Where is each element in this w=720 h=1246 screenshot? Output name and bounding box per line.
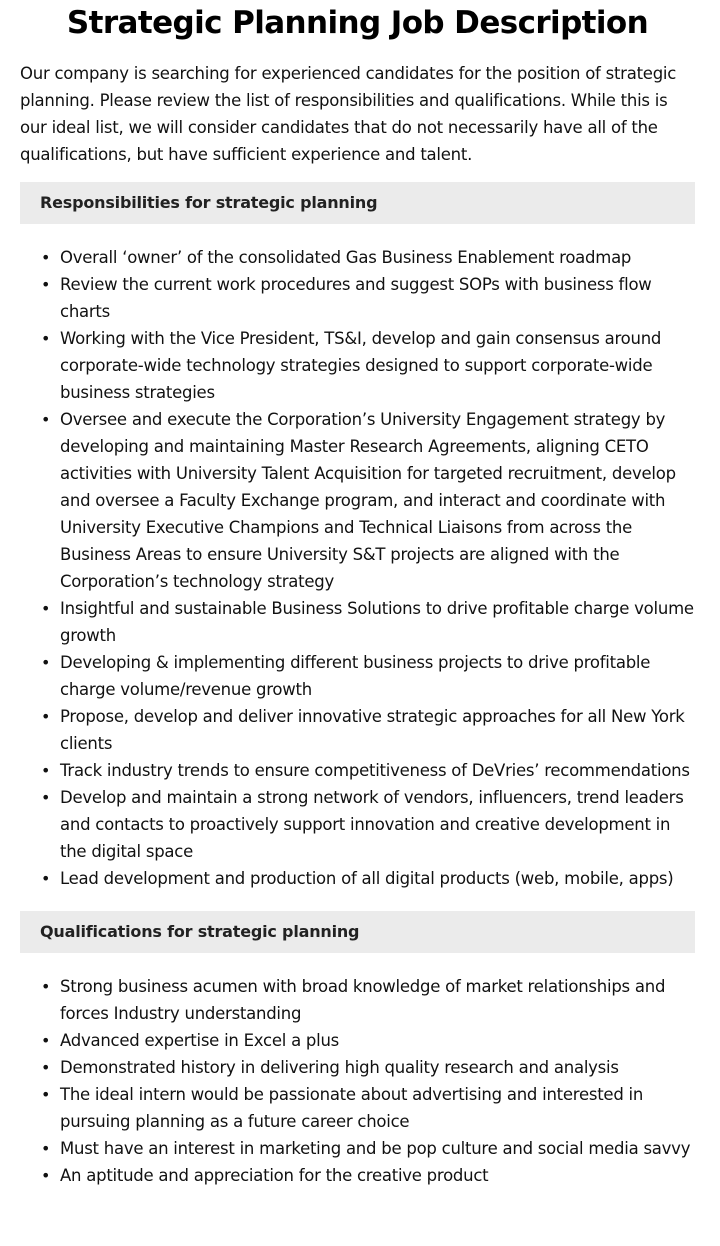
list-item xyxy=(20,757,695,784)
list-item xyxy=(20,865,695,892)
list-item xyxy=(20,973,695,1027)
list-item-text: Track industry trends to ensure competitiveness of DeVries’ recommendations xyxy=(60,761,690,780)
list-item xyxy=(20,1027,695,1054)
responsibilities-list xyxy=(20,244,695,892)
list-item-text: An aptitude and appreciation for the creative product xyxy=(60,1166,489,1185)
list-item-text: Overall ‘owner’ of the consolidated Gas Business Enablement roadmap xyxy=(60,248,632,267)
list-item xyxy=(20,784,695,865)
list-item-text: Working with the Vice President, TS&I, develop and gain consensus around corporate-wide technology strategies designed to support corporate-wide business strategies xyxy=(60,329,662,402)
bullet-icon: • xyxy=(41,410,51,429)
job-description-page xyxy=(20,0,695,1189)
list-item xyxy=(20,1135,695,1162)
list-item-text: Oversee and execute the Corporation’s University Engagement strategy by developing and maintaining Master Research Agreements, aligning CETO activities with University Talent Acquisition for targeted recruitment, develop and oversee a Faculty Exchange program, and interact and coordinate with University Executive Champions and Technical Liaisons from across the Business Areas to ensure University S&T projects are aligned with the Corporation’s technology strategy xyxy=(60,410,676,591)
list-item xyxy=(20,595,695,649)
list-item xyxy=(20,406,695,595)
list-item xyxy=(20,703,695,757)
qualifications-list xyxy=(20,973,695,1189)
list-item-text: Advanced expertise in Excel a plus xyxy=(60,1031,340,1050)
list-item-text: Must have an interest in marketing and be pop culture and social media savvy xyxy=(60,1139,691,1158)
bullet-icon: • xyxy=(41,1085,51,1104)
list-item-text: Strong business acumen with broad knowledge of market relationships and forces Industry understanding xyxy=(60,977,666,1023)
bullet-icon: • xyxy=(41,1058,51,1077)
list-item-text: Insightful and sustainable Business Solutions to drive profitable charge volume growth xyxy=(60,599,694,645)
list-item xyxy=(20,244,695,271)
bullet-icon: • xyxy=(41,329,51,348)
list-item-text: Lead development and production of all digital products (web, mobile, apps) xyxy=(60,869,674,888)
bullet-icon: • xyxy=(41,653,51,672)
bullet-icon: • xyxy=(41,275,51,294)
bullet-icon: • xyxy=(41,761,51,780)
bullet-icon: • xyxy=(41,707,51,726)
bullet-icon: • xyxy=(41,869,51,888)
list-item xyxy=(20,271,695,325)
intro-paragraph: Our company is searching for experienced candidates for the position of strategic planning. Please review the list of responsibilities and qualifications. While this is our ideal list, we will consider candidates that do not necessarily have all of the qualifications, but have sufficient experience and talent. xyxy=(20,64,677,164)
list-item xyxy=(20,1162,695,1189)
list-item-text: Propose, develop and deliver innovative strategic approaches for all New York clients xyxy=(60,707,685,753)
list-item xyxy=(20,649,695,703)
bullet-icon: • xyxy=(41,1166,51,1185)
bullet-icon: • xyxy=(41,248,51,267)
list-item xyxy=(20,1054,695,1081)
list-item xyxy=(20,1081,695,1135)
list-item-text: Review the current work procedures and suggest SOPs with business flow charts xyxy=(60,275,652,321)
bullet-icon: • xyxy=(41,977,51,996)
responsibilities-heading: Responsibilities for strategic planning xyxy=(20,182,695,224)
bullet-icon: • xyxy=(41,599,51,618)
list-item xyxy=(20,325,695,406)
bullet-icon: • xyxy=(41,1031,51,1050)
page-title: Strategic Planning Job Description xyxy=(66,5,649,41)
bullet-icon: • xyxy=(41,1139,51,1158)
qualifications-heading: Qualifications for strategic planning xyxy=(20,911,695,953)
list-item-text: Demonstrated history in delivering high quality research and analysis xyxy=(60,1058,619,1077)
list-item-text: The ideal intern would be passionate about advertising and interested in pursuing planning as a future career choice xyxy=(60,1085,644,1131)
list-item-text: Developing & implementing different business projects to drive profitable charge volume/revenue growth xyxy=(60,653,651,699)
bullet-icon: • xyxy=(41,788,51,807)
list-item-text: Develop and maintain a strong network of vendors, influencers, trend leaders and contacts to proactively support innovation and creative development in the digital space xyxy=(60,788,684,861)
